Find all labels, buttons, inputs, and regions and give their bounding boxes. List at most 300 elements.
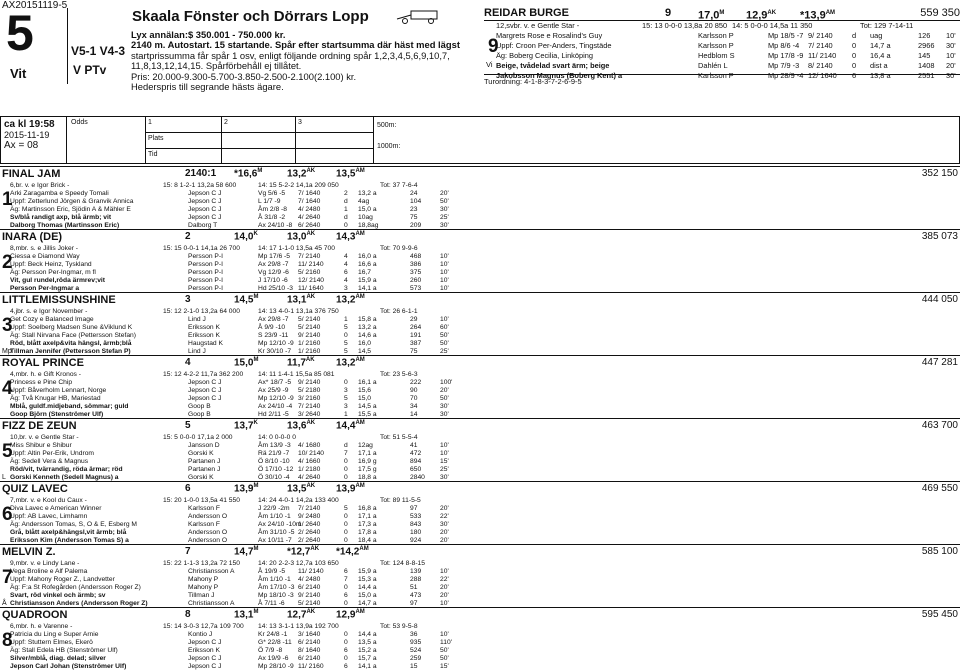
stat-val: 13,2 bbox=[287, 168, 307, 180]
horse-form-field: 97 bbox=[410, 505, 418, 512]
horse-stat-am bbox=[336, 168, 365, 179]
grid-line bbox=[145, 132, 373, 133]
stat-sup: M bbox=[253, 357, 259, 363]
horse-form-field: Åm 17/10 -3 bbox=[258, 584, 295, 591]
race-info-line: Pris: 20.000-9.300-5.700-3.850-2.500-2.100(2.100) kr. bbox=[131, 70, 357, 82]
ref-form-field: 8/ 2140 bbox=[808, 61, 833, 70]
ref-form-field: Äg: Boberg Cecilia, Linköping bbox=[496, 51, 593, 60]
horse-form-field: 50' bbox=[440, 332, 449, 339]
horse-form-field: 36 bbox=[410, 631, 418, 638]
horse-form-field: 2/ 2640 bbox=[298, 529, 321, 536]
horse-name: LITTLEMISSUNSHINE bbox=[2, 294, 116, 306]
stat-val: 11,7 bbox=[287, 357, 306, 369]
horse-form-field: 10' bbox=[440, 631, 449, 638]
horse-form-field: 0 bbox=[344, 655, 348, 662]
horse-form-field: 222 bbox=[410, 379, 422, 386]
horse-form-field: 0 bbox=[344, 537, 348, 544]
horse-form-field: 5/ 2160 bbox=[298, 269, 321, 276]
horse-summary-field: 15: 5 0-0-0 17,1a 2 000 bbox=[163, 434, 233, 441]
horse-form-field: 90 bbox=[410, 387, 418, 394]
ref-form-field: 12/ 1640 bbox=[808, 71, 837, 80]
stat-sup: AK bbox=[306, 609, 316, 615]
stat-sup: M bbox=[253, 294, 259, 300]
stat-sup: K bbox=[253, 231, 258, 237]
stat-val: 13,6 bbox=[287, 420, 307, 432]
horse-form-field: 16,0 a bbox=[358, 253, 377, 260]
horse-post: 3 bbox=[185, 294, 191, 305]
horse-summary-field: Tot: 70 9-9-6 bbox=[380, 245, 418, 252]
stat-sup: AM bbox=[355, 231, 365, 237]
race-date: 2015-11-19 bbox=[4, 130, 50, 140]
race-info-line: Hederspris till segrande hästs ägare. bbox=[131, 81, 284, 93]
ref-form-field: 145 bbox=[918, 51, 931, 60]
stat-sup: AK bbox=[306, 168, 316, 174]
stat-sup: M bbox=[253, 546, 259, 552]
horse-form-field: 4 bbox=[344, 261, 348, 268]
horse-form-field: 288 bbox=[410, 576, 422, 583]
horse-form-field: 1/ 2180 bbox=[298, 466, 321, 473]
horse-form-field: 0 bbox=[344, 458, 348, 465]
stat-val: 14,4 bbox=[336, 420, 356, 432]
horse-form-field: 5/ 2140 bbox=[298, 316, 321, 323]
horse-form-field: 0 bbox=[344, 466, 348, 473]
horse-form-field: Eriksson K bbox=[188, 332, 220, 339]
stat-sup: M bbox=[257, 168, 263, 174]
horse-form-field: Åm 1/10 -1 bbox=[258, 513, 291, 520]
horse-form-field: Ax 24/10 -8 bbox=[258, 222, 293, 229]
ref-number-big: 9 bbox=[488, 36, 499, 57]
horse-form-field: 4/ 2640 bbox=[298, 474, 321, 481]
horse-form-field: Partanen J bbox=[188, 458, 221, 465]
race-info-line: startprissumma får spår 1 osv, enligt följande ordning spår 1,2,3,4,5,6,9,10,7, bbox=[131, 49, 450, 61]
horse-form-field: Å 31/8 -2 bbox=[258, 214, 286, 221]
horse-form-field: 10' bbox=[440, 600, 449, 607]
ref-form-field: uag bbox=[870, 31, 883, 40]
horse-form-field: 2 bbox=[344, 190, 348, 197]
horse-form-field: Åm 13/9 -3 bbox=[258, 442, 291, 449]
stat-val: 14,5 bbox=[234, 294, 254, 306]
horse-form-field: 524 bbox=[410, 647, 422, 654]
horse-form-field: Ö 17/10 -12 bbox=[258, 466, 294, 473]
horse-form-field: Karlsson F bbox=[188, 521, 220, 528]
horse-form-field: 1 bbox=[344, 411, 348, 418]
horse-earnings: 469 550 bbox=[921, 483, 958, 494]
horse-summary-field: 14: 20 2-2-3 12,7a 103 650 bbox=[258, 560, 339, 567]
horse-summary-field: 4,jbr. s. e Igor November - bbox=[10, 308, 88, 315]
horse-form-field: Äg: Persson Per-Ingmar, m fl bbox=[10, 269, 96, 276]
horse-form-field: Åm 2/8 -8 bbox=[258, 206, 287, 213]
stat-val: 13,1 bbox=[234, 609, 254, 621]
horse-form-field: 17,1 a bbox=[358, 513, 377, 520]
ref-form-field: Mp 28/9 -4 bbox=[768, 71, 804, 80]
horse-summary-field: 14: 0 0-0-0 0 bbox=[258, 434, 296, 441]
horse-form-field: Dalborg T bbox=[188, 222, 218, 229]
horse-form-field: 15,0 bbox=[358, 395, 372, 402]
horse-form-field: Uppf: Soelberg Madsen Sune &Viklund K bbox=[10, 324, 133, 331]
horse-form-field: 1 bbox=[344, 316, 348, 323]
horse-form-field: 9/ 2140 bbox=[298, 379, 321, 386]
ref-stat-3-val: *13,9 bbox=[800, 9, 826, 22]
horse-form-field: 23 bbox=[410, 206, 418, 213]
horse-name: ROYAL PRINCE bbox=[2, 357, 84, 369]
horse-form-field: Goop Björn (Stenströmer Ulf) bbox=[10, 411, 104, 418]
horse-earnings: 385 073 bbox=[921, 231, 958, 242]
horse-form-field: 20' bbox=[440, 387, 449, 394]
horse-form-field: 100' bbox=[440, 379, 453, 386]
ref-stat-3-sup: AM bbox=[825, 10, 836, 16]
horse-form-field: 0 bbox=[344, 631, 348, 638]
horse-form-field: Persson P-I bbox=[188, 261, 223, 268]
horse-form-field: 25' bbox=[440, 214, 449, 221]
horse-stat-ak bbox=[287, 546, 319, 557]
stat-sup: AM bbox=[355, 294, 365, 300]
horse-entry bbox=[0, 355, 960, 418]
horse-form-field: 20' bbox=[440, 505, 449, 512]
horse-stat-m bbox=[234, 483, 258, 494]
horse-form-field: Jansson D bbox=[188, 442, 220, 449]
horse-post: 2140:1 bbox=[185, 168, 217, 179]
ref-form-field: 10' bbox=[946, 51, 956, 60]
horse-form-field: Gorski K bbox=[188, 474, 214, 481]
horse-form-field: Gorski K bbox=[188, 450, 214, 457]
m500-label: 500m: bbox=[377, 122, 397, 129]
horse-form-field: 15,9 a bbox=[358, 568, 377, 575]
horse-form-field: 14,5 bbox=[358, 348, 372, 355]
horse-form-field: Äg: Två Knugar HB, Mariestad bbox=[10, 395, 101, 402]
horse-form-field: Jepson C J bbox=[188, 663, 222, 670]
grid-line bbox=[373, 117, 374, 163]
horse-form-field: 473 bbox=[410, 592, 422, 599]
horse-stat-ak bbox=[287, 231, 315, 242]
ref-form-field: Jakobsson Magnus (Boberg Kent) a bbox=[496, 71, 623, 80]
grid-line bbox=[221, 117, 222, 163]
stat-sup: AM bbox=[355, 357, 365, 363]
horse-form-field: Uppf: Stuttern Elmes, Ekerö bbox=[10, 639, 93, 646]
ref-form-field: Mp 18/5 -7 bbox=[768, 31, 804, 40]
ref-stat-2-val: 12,9 bbox=[746, 9, 768, 22]
horse-number: 7 bbox=[2, 567, 13, 588]
horse-form-field: 6/ 2140 bbox=[298, 584, 321, 591]
horse-form-field: Tillman J bbox=[188, 592, 215, 599]
ref-form-field: 0 bbox=[852, 61, 857, 70]
horse-form-field: Äg: F:a St Rofegården (Andersson Roger Z) bbox=[10, 584, 141, 591]
plats-label: Plats bbox=[148, 135, 164, 142]
horse-form-field: Mahony P bbox=[188, 576, 219, 583]
horse-stat-m bbox=[234, 294, 258, 305]
horse-form-field: Jepson C J bbox=[188, 387, 222, 394]
ref-summary-field: 12,svbr. v. e Gentle Star - bbox=[496, 21, 580, 30]
horse-form-field: 3/ 1640 bbox=[298, 631, 321, 638]
horse-form-field: 15,9 a bbox=[358, 277, 377, 284]
stat-val: 13,5 bbox=[336, 168, 356, 180]
ref-form-field: d bbox=[852, 31, 857, 40]
horse-name: MELVIN Z. bbox=[2, 546, 56, 558]
horse-form-field: 843 bbox=[410, 521, 422, 528]
ref-summary-field: Tot: 129 7-14-11 bbox=[860, 21, 914, 30]
ref-form-field: 30' bbox=[946, 71, 956, 80]
horse-summary-field: 14: 11 1-4-1 15,5a 85 081 bbox=[258, 371, 335, 378]
horse-form-field: Uppf: Båverholm Lennart, Norge bbox=[10, 387, 107, 394]
horse-entry bbox=[0, 607, 960, 670]
horse-form-field: 0 bbox=[344, 529, 348, 536]
horse-summary-field: Tot: 124 8-8-15 bbox=[380, 560, 425, 567]
horse-form-field: 60' bbox=[440, 324, 449, 331]
stat-val: *14,2 bbox=[336, 546, 360, 558]
horse-form-field: Persson P-I bbox=[188, 269, 223, 276]
horse-form-field: 650 bbox=[410, 466, 422, 473]
stat-sup: AM bbox=[355, 420, 365, 426]
horse-form-field: 51 bbox=[410, 584, 418, 591]
horse-form-field: Haugstad K bbox=[188, 340, 223, 347]
bet-type-vptv: V PTv bbox=[73, 63, 107, 77]
horse-form-field: 24 bbox=[410, 190, 418, 197]
horse-form-field: Rä 21/9 -7 bbox=[258, 450, 290, 457]
horse-form-field: Mp 18/10 -3 bbox=[258, 592, 294, 599]
horse-form-field: Kr 30/10 -7 bbox=[258, 348, 292, 355]
horse-form-field: 7/ 2140 bbox=[298, 253, 321, 260]
stat-val: 15,0 bbox=[234, 357, 254, 369]
ref-form-field: 14,7 a bbox=[870, 41, 891, 50]
horse-form-field: 10' bbox=[440, 285, 449, 292]
horse-form-field: Jepson C J bbox=[188, 190, 222, 197]
horse-form-field: 50' bbox=[440, 655, 449, 662]
horse-name: QUIZ LAVEC bbox=[2, 483, 68, 495]
divider bbox=[67, 8, 68, 84]
horse-form-field: 5/ 2180 bbox=[298, 387, 321, 394]
horse-post: 5 bbox=[185, 420, 191, 431]
horse-form-field: Vg 5/6 -5 bbox=[258, 190, 286, 197]
horse-form-field: 10ag bbox=[358, 214, 373, 221]
horse-form-field: 259 bbox=[410, 655, 422, 662]
horse-form-field: Andersson O bbox=[188, 537, 228, 544]
horse-form-field: 2/ 2640 bbox=[298, 537, 321, 544]
horse-form-field: 0 bbox=[344, 584, 348, 591]
horse-form-field: Ax* 18/7 -5 bbox=[258, 379, 292, 386]
horse-form-field: 18,8ag bbox=[358, 222, 379, 229]
horse-form-field: Mp 12/10 -9 bbox=[258, 340, 294, 347]
horse-form-field: Äg: Stall Edela HB (Stenströmer Ulf) bbox=[10, 647, 118, 654]
horse-form-field: 6 bbox=[344, 663, 348, 670]
horse-form-field: 10' bbox=[440, 277, 449, 284]
horse-form-field: Mp 12/10 -9 bbox=[258, 395, 294, 402]
horse-form-field: 50' bbox=[440, 647, 449, 654]
ref-form-field: Uppf: Croon Per-Anders, Tingstäde bbox=[496, 41, 612, 50]
horse-form-field: 386 bbox=[410, 261, 422, 268]
track-code: Vit bbox=[10, 66, 27, 81]
horse-number: 6 bbox=[2, 504, 13, 525]
horse-form-field: 15,2 a bbox=[358, 647, 377, 654]
stat-sup: AM bbox=[355, 168, 365, 174]
horse-form-field: G* 22/8 -11 bbox=[258, 639, 292, 646]
horse-form-field: 0 bbox=[344, 600, 348, 607]
horse-track-mark: Mp bbox=[2, 348, 12, 355]
horse-form-field: 10' bbox=[440, 316, 449, 323]
horse-form-field: 180 bbox=[410, 529, 422, 536]
horse-form-field: 75 bbox=[410, 348, 418, 355]
ref-form-field: Karlsson P bbox=[698, 41, 734, 50]
stat-val: 13,1 bbox=[287, 294, 307, 306]
stat-sup: AK bbox=[306, 231, 316, 237]
stat-val: 13,0 bbox=[287, 231, 307, 243]
horse-form-field: 4/ 1680 bbox=[298, 442, 321, 449]
horse-stat-am bbox=[336, 483, 365, 494]
horse-form-field: 16,8 a bbox=[358, 505, 377, 512]
horse-form-field: Uppf: Beck Heinz, Tyskland bbox=[10, 261, 92, 268]
horse-earnings: 444 050 bbox=[921, 294, 958, 305]
horse-form-field: 5 bbox=[344, 340, 348, 347]
horse-form-field: 191 bbox=[410, 332, 422, 339]
horse-form-field: Ö 7/9 -8 bbox=[258, 647, 283, 654]
horse-form-field: Mp 17/6 -5 bbox=[258, 253, 290, 260]
sulky-icon bbox=[395, 10, 441, 24]
horse-form-field: Ax 19/9 -6 bbox=[258, 655, 289, 662]
ref-horse-name: REIDAR BURGE bbox=[484, 7, 569, 19]
horse-form-field: 3 bbox=[344, 403, 348, 410]
horse-form-field: Åm 1/10 -1 bbox=[258, 576, 291, 583]
ref-form-field: 16,4 a bbox=[870, 51, 891, 60]
horse-form-field: Hd 25/10 -3 bbox=[258, 285, 293, 292]
horse-form-field: Goop B bbox=[188, 411, 211, 418]
horse-form-field: 1/ 2160 bbox=[298, 340, 321, 347]
horse-stat-am bbox=[336, 231, 365, 242]
horse-stat-am bbox=[336, 546, 369, 557]
horse-form-field: Andersson O bbox=[188, 529, 228, 536]
horse-stat-am bbox=[336, 609, 365, 620]
stat-sup: AK bbox=[305, 357, 315, 363]
horse-form-field: 7/ 1640 bbox=[298, 190, 321, 197]
horse-form-field: J 22/9 -2m bbox=[258, 505, 290, 512]
horse-summary-field: 14: 17 1-1-0 13,5a 45 700 bbox=[258, 245, 335, 252]
horse-form-field: Äg: Sedell Vera & Magnus bbox=[10, 458, 89, 465]
ref-stat-2-sup: AK bbox=[767, 10, 777, 16]
horse-form-field: 0 bbox=[344, 332, 348, 339]
horse-stat-m bbox=[234, 357, 258, 368]
horse-form-field: Persson P-I bbox=[188, 285, 223, 292]
horse-stat-ak bbox=[287, 420, 315, 431]
horse-form-field: 14,6 a bbox=[358, 332, 377, 339]
horse-form-field: Eriksson Kim (Andersson Tomas S) a bbox=[10, 537, 129, 544]
horse-form-field: Christiansson A bbox=[188, 600, 235, 607]
stat-sup: AK bbox=[306, 483, 316, 489]
horse-form-field: 14,4 a bbox=[358, 631, 377, 638]
horse-form-field: Andersson O bbox=[188, 513, 228, 520]
horse-form-field: Persson P-I bbox=[188, 277, 223, 284]
horse-form-field: 4 bbox=[344, 253, 348, 260]
horse-form-field: Ax 29/8 -7 bbox=[258, 261, 289, 268]
horse-form-field: 20' bbox=[440, 529, 449, 536]
horse-form-field: 6 bbox=[344, 592, 348, 599]
track-code-ax: Ax = 08 bbox=[4, 140, 39, 151]
horse-form-field: 17,1 a bbox=[358, 450, 377, 457]
horse-form-field: Persson Per-Ingmar a bbox=[10, 285, 80, 292]
horse-form-field: 70 bbox=[410, 395, 418, 402]
horse-summary-field: 15: 8 1-2-1 13,2a 58 600 bbox=[163, 182, 237, 189]
horse-earnings: 463 700 bbox=[921, 420, 958, 431]
horse-form-field: 15,5 a bbox=[358, 411, 377, 418]
horse-form-field: 924 bbox=[410, 537, 422, 544]
horse-form-field: 14,4 a bbox=[358, 584, 377, 591]
horse-post: 2 bbox=[185, 231, 191, 242]
horse-form-field: 5/ 2140 bbox=[298, 600, 321, 607]
ref-form-field: 11/ 2140 bbox=[808, 51, 837, 60]
horse-form-field: 18,4 a bbox=[358, 537, 377, 544]
horse-form-field: Å 9/9 -10 bbox=[258, 324, 286, 331]
horse-form-field: Äg: Andersson Tomas, S, O & E, Esberg M bbox=[10, 521, 137, 528]
horse-form-field: 6 bbox=[344, 647, 348, 654]
horse-form-field: 12ag bbox=[358, 442, 373, 449]
horse-form-field: 30' bbox=[440, 403, 449, 410]
horse-form-field: Mp 28/10 -9 bbox=[258, 663, 294, 670]
horse-form-field: S 23/9 -11 bbox=[258, 332, 289, 339]
horse-form-field: Tillman Jennifer (Pettersson Stefan P) bbox=[10, 348, 131, 355]
horse-form-field: Ö 30/10 -4 bbox=[258, 474, 290, 481]
horse-form-field: d bbox=[344, 442, 348, 449]
horse-form-field: 4/ 2480 bbox=[298, 206, 321, 213]
grid-line bbox=[145, 148, 373, 149]
horse-form-field: 935 bbox=[410, 639, 422, 646]
horse-form-field: 6/ 2640 bbox=[298, 222, 321, 229]
horse-form-field: 75 bbox=[410, 214, 418, 221]
horse-form-field: 10' bbox=[440, 450, 449, 457]
ref-form-field: 9/ 2140 bbox=[808, 31, 833, 40]
horse-form-field: 14,5 a bbox=[358, 403, 377, 410]
ref-form-field: Karlsson P bbox=[698, 31, 734, 40]
stat-val: 12,9 bbox=[336, 609, 356, 621]
ref-form-line bbox=[484, 31, 960, 41]
horse-form-field: 34 bbox=[410, 403, 418, 410]
ref-horse-number: 9 bbox=[665, 7, 672, 19]
horse-form-field: 12/ 2140 bbox=[298, 277, 325, 284]
horse-form-field: 10' bbox=[440, 269, 449, 276]
horse-form-field: 468 bbox=[410, 253, 422, 260]
horse-number: 4 bbox=[2, 378, 13, 399]
horse-form-field: Uppf: Mahony Roger Z., Landvetter bbox=[10, 576, 115, 583]
horse-summary-field: 10,br. v. e Gentle Star - bbox=[10, 434, 79, 441]
horse-form-field: 17,8 a bbox=[358, 529, 377, 536]
ref-form-field: 0 bbox=[852, 51, 857, 60]
horse-number: 1 bbox=[2, 189, 13, 210]
horse-form-field: Mahony P bbox=[188, 584, 219, 591]
race-info-line: 2140 m. Autostart. 15 startande. Spår efter startsumma där häst med lägst bbox=[131, 39, 460, 51]
horse-form-field: 50' bbox=[440, 198, 449, 205]
horse-form-field: 30' bbox=[440, 521, 449, 528]
horse-form-field: 1/ 2640 bbox=[298, 521, 321, 528]
horse-form-field: L 1/7 -9 bbox=[258, 198, 281, 205]
horse-form-field: 15,6 bbox=[358, 387, 372, 394]
horse-form-field: 472 bbox=[410, 450, 422, 457]
horse-name: INARA (DE) bbox=[2, 231, 63, 243]
horse-form-field: 7/ 2140 bbox=[298, 505, 321, 512]
ref-stat-2 bbox=[746, 8, 776, 21]
ref-form-field: 2966 bbox=[918, 41, 935, 50]
horse-form-field: 3/ 2160 bbox=[298, 395, 321, 402]
stat-sup: AK bbox=[306, 420, 316, 426]
horse-form-field: Jepson C J bbox=[188, 198, 222, 205]
horse-form-field: Ax 29/8 -7 bbox=[258, 316, 289, 323]
horse-form-field: 41 bbox=[410, 442, 418, 449]
horse-entry bbox=[0, 166, 960, 229]
horse-summary-field: 15: 15 0-0-1 14,1a 26 700 bbox=[163, 245, 240, 252]
stat-val: 13,7 bbox=[234, 420, 254, 432]
stat-val: 14,3 bbox=[336, 231, 356, 243]
ref-form-field: Hedblom S bbox=[698, 51, 735, 60]
horse-form-field: Ax 10/11 -7 bbox=[258, 537, 292, 544]
horse-form-field: Grå, blått axelp&hängsl,vit ärmb; blå bbox=[10, 529, 127, 536]
horse-form-field: Gorski Kenneth (Sedell Magnus) a bbox=[10, 474, 119, 481]
horse-form-field: 16,9 g bbox=[358, 458, 377, 465]
horse-form-field: 894 bbox=[410, 458, 422, 465]
horse-form-field: 14,1 a bbox=[358, 663, 377, 670]
